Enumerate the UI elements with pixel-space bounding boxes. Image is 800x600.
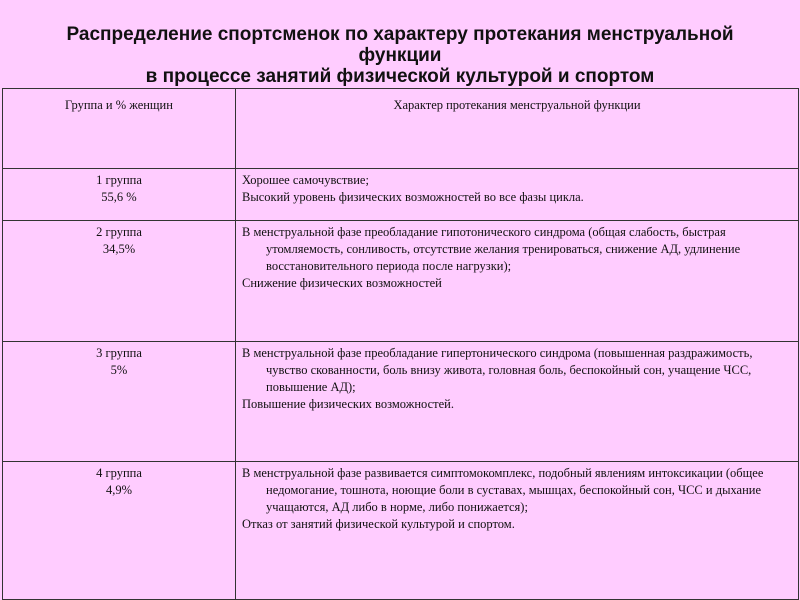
group-percent: 34,5% <box>102 242 136 256</box>
table-row <box>3 462 799 600</box>
distribution-table <box>2 88 799 600</box>
group-cell <box>3 221 236 342</box>
group-cell <box>3 462 236 600</box>
group-label: 4 группа <box>96 466 142 480</box>
group-label: 1 группа <box>96 173 142 187</box>
group-label: 3 группа <box>96 346 142 360</box>
title-line-1: Распределение спортсменок по характеру протекания менструальной <box>66 24 734 45</box>
page-title <box>0 24 800 87</box>
header-function-character: Характер протекания менструальной функции <box>236 89 799 169</box>
group-label: 2 группа <box>96 225 142 239</box>
description-line: Хорошее самочувствие; <box>242 173 369 187</box>
table-header-row <box>3 89 799 169</box>
table-row <box>3 342 799 462</box>
description-line: Отказ от занятий физической культурой и спортом. <box>242 517 515 531</box>
table-row <box>3 221 799 342</box>
group-percent: 5% <box>110 363 128 377</box>
description-line: В менструальной фазе преобладание гипертонического синдрома (повышенная раздражимость, чувство скованности, боль внизу живота, головная боль, беспокойный сон, учащение ЧСС, повышение АД); <box>242 346 753 394</box>
description-line: Высокий уровень физических возможностей во все фазы цикла. <box>242 190 584 204</box>
group-percent: 55,6 % <box>101 190 137 204</box>
description-cell <box>236 221 799 342</box>
group-cell <box>3 342 236 462</box>
description-line: Повышение физических возможностей. <box>242 397 454 411</box>
description-cell <box>236 462 799 600</box>
description-cell <box>236 169 799 221</box>
header-group-percent: Группа и % женщин <box>3 89 236 169</box>
description-cell <box>236 342 799 462</box>
title-line-2: функции <box>358 45 442 66</box>
description-line: В менструальной фазе развивается симптомокомплекс, подобный явлениям интоксикации (общее недомогание, тошнота, ноющие боли в суставах, мышцах, беспокойный сон, ЧСС и дыхание учащаются, АД либо в норме, либо понижается); <box>242 466 764 514</box>
description-line: В менструальной фазе преобладание гипотонического синдрома (общая слабость, быстрая утомляемость, сонливость, отсутствие желания тренироваться, снижение АД, удлинение восстановительного периода после нагрузки); <box>242 225 741 273</box>
title-line-3: в процессе занятий физической культурой и спортом <box>145 66 655 87</box>
group-percent: 4,9% <box>105 483 133 497</box>
group-cell <box>3 169 236 221</box>
table-row <box>3 169 799 221</box>
description-line: Снижение физических возможностей <box>242 276 442 290</box>
